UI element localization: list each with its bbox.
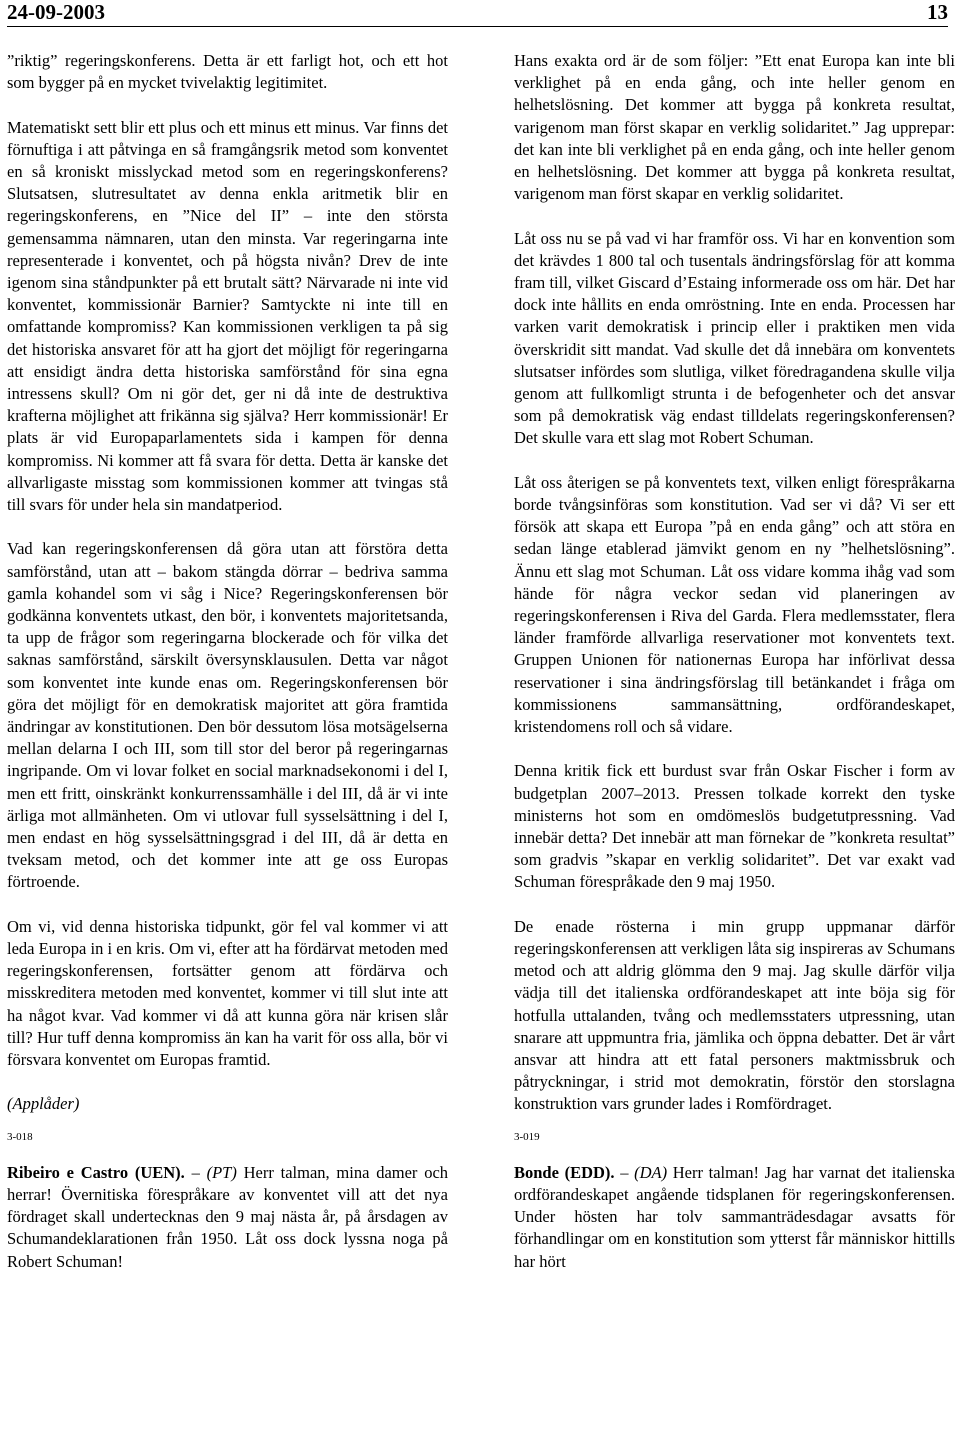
speech-marker: 3-018 (7, 1130, 33, 1143)
speaker-name: Bonde (EDD). (514, 1162, 615, 1182)
paragraph: Denna kritik fick ett burdust svar från Oskar Fischer i form av budgetplan 2007–2013. Pressen tolkade korrekt den tyske ministerns hot som en omdömeslös budgetutpressning. Vad innebär detta? Det innebär att man förnekar de ”konkreta resultat” som gradvis ”skapar en verklig solidaritet”. Det var exakt vad Schuman förespråkade den 9 maj 1950. (514, 761, 955, 892)
speaker-name: Ribeiro e Castro (UEN). (7, 1162, 185, 1182)
paragraph: Låt oss nu se på vad vi har framför oss. Vi har en konvention som det krävdes 1 800 tal och tusentals ändringsförslag för att komma fram till, vilket Giscard d’Estaing informerade oss om här. Det har dock inte hållits en enda omröstning. Inte en enda. Processen har varken varit demokratisk i princip eller i praktiken men vida överskridit sitt mandat. Vad skulle det då innebära om konventets slutsatser infördes som slutliga, vilket föredragandena skulle vilja genom att fullkomligt strunta i de befogenheter och det ansvar som på demokratisk väg endast tilldelats regeringskonferensen? Det skulle vara ett slag mot Robert Schuman. (514, 228, 955, 448)
applause-note: (Applåder) (7, 1094, 80, 1114)
page-header (7, 0, 948, 24)
speech-text: Herr talman, mina damer och herrar! Övernitiska förespråkare av konventet vill att det nya fördraget skall undertecknas den 9 maj nästa år, på årsdagen av Schumandeklarationen från 1950. Låt oss dock lyssna noga på Robert Schuman! (7, 1162, 449, 1271)
speech-paragraph: Ribeiro e Castro (UEN). – (PT) Herr talman, mina damer och herrar! Övernitiska förespråkare av konventet vill att det nya fördraget skall undertecknas den 9 maj nästa år, på årsdagen av Schumandeklarationen från 1950. Låt oss dock lyssna noga på Robert Schuman! (7, 1162, 449, 1271)
header-date: 24-09-2003 (7, 0, 105, 24)
header-rule (7, 26, 948, 27)
paragraph: Hans exakta ord är de som följer: ”Ett enat Europa kan inte bli verklighet på en enda gång, och inte heller genom en helhetslösning. Det kommer att bygga på konkreta resultat, varigenom man först skapar en verklig solidaritet.” Jag upprepar: det kan inte bli verklighet på en enda gång, och inte heller genom en helhetslösning. Det kommer att bygga på konkreta resultat, varigenom man först skapar en verklig solidaritet. (514, 51, 955, 204)
right-column (514, 50, 955, 1273)
left-column (7, 50, 448, 1273)
paragraph: De enade rösterna i min grupp uppmanar därför regeringskonferensen att verkligen låta sig inspireras av Schumans metod och att aldrig glömma den 9 maj. Jag skulle därför vilja vädja till det italienska ordförandeskapet att inte böja sig för hotfulla uttalanden, tvång och medlemsstaters utpressning, utan snarare att uppmuntra fria, jämlika och öppna debatter. Det är vårt ansvar att hindra att ett fatal personers maktmissbruk och påtryckningar, i strid mot demokratin, förstör den storslagna konstruktion vars grunder lades i Romfördraget. (514, 916, 955, 1114)
speech-text: Herr talman! Jag har varnat det italienska ordförandeskapet angående tidsplanen för regeringskonferensen. Under hösten har tolv sammanträdesdagar avsatts för förhandlingar om en konstitution som ytterst får människor hittills har hört (514, 1162, 955, 1271)
paragraph: Vad kan regeringskonferensen då göra utan att förstöra detta samförstånd, utan att – bakom stängda dörrar – bedriva samma gamla kohandel som vi såg i Nice? Regeringskonferensen bör godkänna konventets utkast, den bör, i konventets majoritetsanda, ta upp de frågor som regeringarna blockerade och för vilka det saknas samförstånd, särskilt översynsklausulen. Detta var något som konventet inte kunde enas om. Regeringskonferensen bör göra det möjligt för en demokratisk majoritet att göra framtida ändringar av konstitutionen. Den bör dessutom lösa motsägelserna mellan delarna I och III, som till stor del beror på regeringarnas ingripande. Om vi lovar folket en social marknadsekonomi i del I, men ett fritt, oinskränkt konkurrenssamhälle i del III, då är vi inte ärliga mot allmänheten. Om vi utlovar full sysselsättning i del I, men endast en hög sysselsättningsgrad i del III, då är detta en tveksam metod, och det kommer inte att ge oss Europas förtroende. (7, 539, 448, 892)
paragraph: Om vi, vid denna historiska tidpunkt, gör fel val kommer vi att leda Europa in i en kris. Om vi, efter att ha fördärvat metoden med regeringskonferensen, fortsätter genom att fördärva och misskreditera metoden med konventet, kommer vi till slut inte att ha något kvar. Vad kommer vi då att kunna göra när krisen slår till? Hur tuff denna kompromiss än kan ha varit för oss alla, bör vi försvara konventet om Europas framtid. (7, 916, 448, 1070)
page-number: 13 (927, 0, 948, 24)
paragraph: Matematiskt sett blir ett plus och ett minus ett minus. Var finns det förnuftiga i att påtvinga en så framgångsrik metod som konventet en så kroniskt misslyckad metod som en regeringskonferens? Slutsatsen, slutresultatet av denna enkla aritmetik blir en regeringskonferens, en ”Nice del II” – inte den största gemensamma nämnaren, utan den minsta. Var regeringarna inte representerade i konventet, och på högsta nivån? Drev de inte igenom sina ståndpunkter på ett brutalt sätt? Närvarade ni inte vid konventet, kommissionär Barnier? Samtyckte ni inte till en omfattande kompromiss? Kan kommissionen verkligen ta på sig det historiska ansvaret för att ha gjort det möjligt för regeringarna att ensidigt ändra detta historiska samförstånd för sina egna intressens skull? Om ni gör det, ger ni då inte de destruktiva krafterna möjlighet att frikänna sig själva? Herr kommissionär! Er plats är vid Europaparlamentets sida i kampen för denna kompromiss. Ni kommer att få svara för detta. Detta är kanske det allvarligaste misstag som kommissionen kommer att tvingas stå till svars för under hela sin mandatperiod. (7, 117, 448, 515)
paragraph: ”riktig” regeringskonferens. Detta är ett farligt hot, och ett hot som bygger på en mycket tvivelaktig legitimitet. (7, 51, 448, 93)
speech-paragraph: Bonde (EDD). – (DA) Herr talman! Jag har varnat det italienska ordförandeskapet angående tidsplanen för regeringskonferensen. Under hösten har tolv sammanträdesdagar avsatts för förhandlingar om en konstitution som ytterst får människor hittills har hört (514, 1162, 955, 1271)
speaker-language: (PT) (206, 1162, 237, 1182)
paragraph: Låt oss återigen se på konventets text, vilken enligt förespråkarna borde tvångsinföras som konstitution. Vad ser vi då? Vi ser ett försök att skapa ett Europa ”på en enda gång” och att störa en sedan länge etablerad jämvikt genom en ny ”helhetslösning”. Ännu ett slag mot Schuman. Låt oss vidare komma ihåg vad som hände för några veckor sedan vid planeringen av regeringskonferensen i Riva del Garda. Flera medlemsstater, flera länder framförde allvarliga reservationer mot konventets text. Gruppen Unionen för nationernas Europa har införlivat dessa reservationer i sina ändringsförslag till betänkandet i fråga om kommissionens sammansättning, ordförandeskapet, kristendomens roll och så vidare. (514, 472, 955, 737)
speaker-language: (DA) (634, 1162, 668, 1182)
speech-marker: 3-019 (514, 1130, 540, 1143)
